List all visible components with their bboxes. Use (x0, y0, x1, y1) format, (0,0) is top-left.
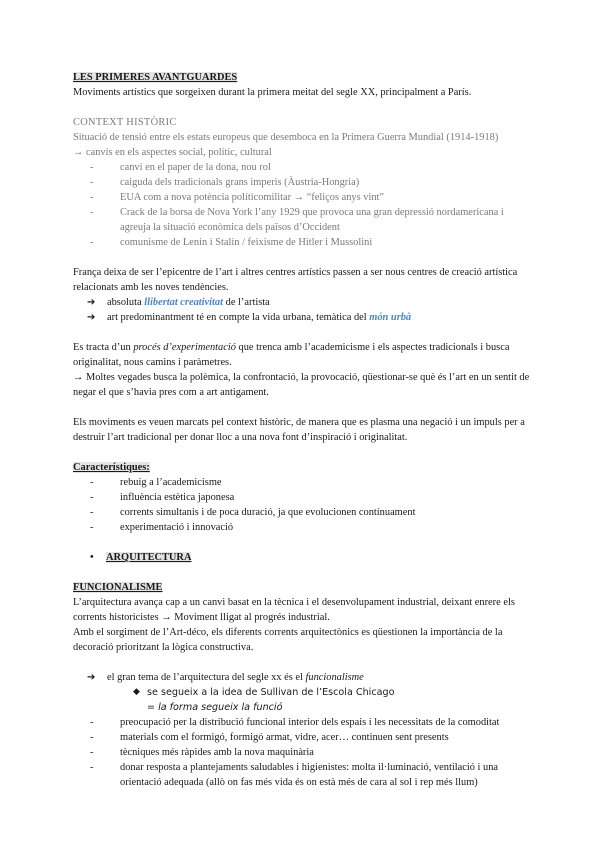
list-item: - corrents simultanis i de poca duració, ja que evolucionen contínuament (90, 505, 531, 520)
document-page (73, 70, 531, 790)
list-item: - canvi en el paper de la dona, nou rol (90, 160, 531, 175)
funcionalisme-p1: L’arquitectura avança cap a un canvi basat en la tècnica i el desenvolupament industrial, deixant enrere els corrents historicistes → Moviment lligat al progrés industrial. (73, 597, 515, 623)
intro-line: Moviments artístics que sorgeixen durant la primera meitat del segle XX, principalment a París. (73, 87, 472, 98)
list-item: - comunisme de Lenin i Stalin / feixisme de Hitler i Mussolini (90, 235, 531, 250)
list-item: - materials com el formigó, formigó armat, vidre, acer… continuen sent presents (90, 730, 531, 745)
funcionalisme-heading: FUNCIONALISME (73, 582, 163, 593)
list-item: ➔ el gran tema de l’arquitectura del segle xx és el funcionalisme (87, 672, 364, 683)
list-item: - donar resposta a plantejaments saludables i higienistes: molta il·luminació, ventilació i una orientació adequada (allò on fas més vida és on està més de cara al sol i rep més llum) (90, 760, 531, 790)
context-section (73, 130, 531, 250)
emphasis: llibertat creativitat (144, 297, 224, 308)
moviments-paragraph: Els moviments es veuen marcats pel context històric, de manera que es plasma una negació i un impuls per a destruir l’art tradicional per donar lloc a una nova font d’inspiració i originalitat. (73, 417, 525, 443)
list-item: - rebuig a l’academicisme (90, 475, 531, 490)
list-item: - tècniques més ràpides amb la nova maquinària (90, 745, 531, 760)
context-heading: CONTEXT HISTÒRIC (73, 117, 177, 128)
arquitectura-heading: • ARQUITECTURA (90, 552, 192, 563)
funcionalisme-p2: Amb el sorgiment de l’Art-déco, els diferents corrents arquitectònics es qüestionen la importància de la decoració prioritzant la lògica constructiva. (73, 627, 503, 653)
caracteristiques-heading: Característiques: (73, 462, 150, 473)
list-item: - EUA com a nova potència políticomilitar → “feliços anys vint” (90, 190, 531, 205)
experiment-line2: → Moltes vegades busca la polèmica, la confrontació, la provocació, qüestionar-se què és l’art en un sentit de negar el que s’havia pres com a art antigament. (73, 372, 530, 398)
list-item: ➔ art predominantment té en compte la vida urbana, temàtica del món urbà (87, 312, 412, 323)
arrow-icon: ➔ (87, 672, 96, 683)
emphasis: món urbà (369, 312, 412, 323)
context-p1: Situació de tensió entre els estats europeus que desemboca en la Primera Guerra Mundial (1914-1918) (73, 132, 499, 143)
arrow-icon: ➔ (87, 312, 96, 323)
list-item: - preocupació per la distribució funcional interior dels espais i les necessitats de la comoditat (90, 715, 531, 730)
france-paragraph: França deixa de ser l’epicentre de l’art i altres centres artístics passen a ser nous centres de creació artística relacionats amb les noves tendències. (73, 267, 518, 293)
arrow-icon: ➔ (87, 297, 96, 308)
experiment-paragraph: Es tracta d’un procés d’experimentació que trenca amb l’academicisme i els aspectes tradicionals i busca originalitat, nous camins i paràmetres. (73, 342, 510, 368)
intro-heading: LES PRIMERES AVANTGUARDES (73, 72, 238, 83)
list-item: - Crack de la borsa de Nova York l’any 1929 que provoca una gran depressió nordamericana i agreuja la situació econòmica dels països d’Occident (90, 205, 531, 235)
context-p2: → canvis en els aspectes social, polític, cultural (73, 147, 272, 158)
sub-item-formula: = la forma segueix la funció (147, 702, 283, 713)
list-item: - caiguda dels tradicionals grans imperis (Àustria-Hongria) (90, 175, 531, 190)
list-item: - influència estètica japonesa (90, 490, 531, 505)
diamond-icon: ◆ (133, 687, 140, 697)
sub-item: ◆ se segueix a la idea de Sullivan de l’Escola Chicago (133, 687, 395, 698)
list-item: ➔ absoluta llibertat creativitat de l’artista (87, 297, 270, 308)
list-item: - experimentació i innovació (90, 520, 531, 535)
bullet-icon: • (90, 552, 94, 563)
